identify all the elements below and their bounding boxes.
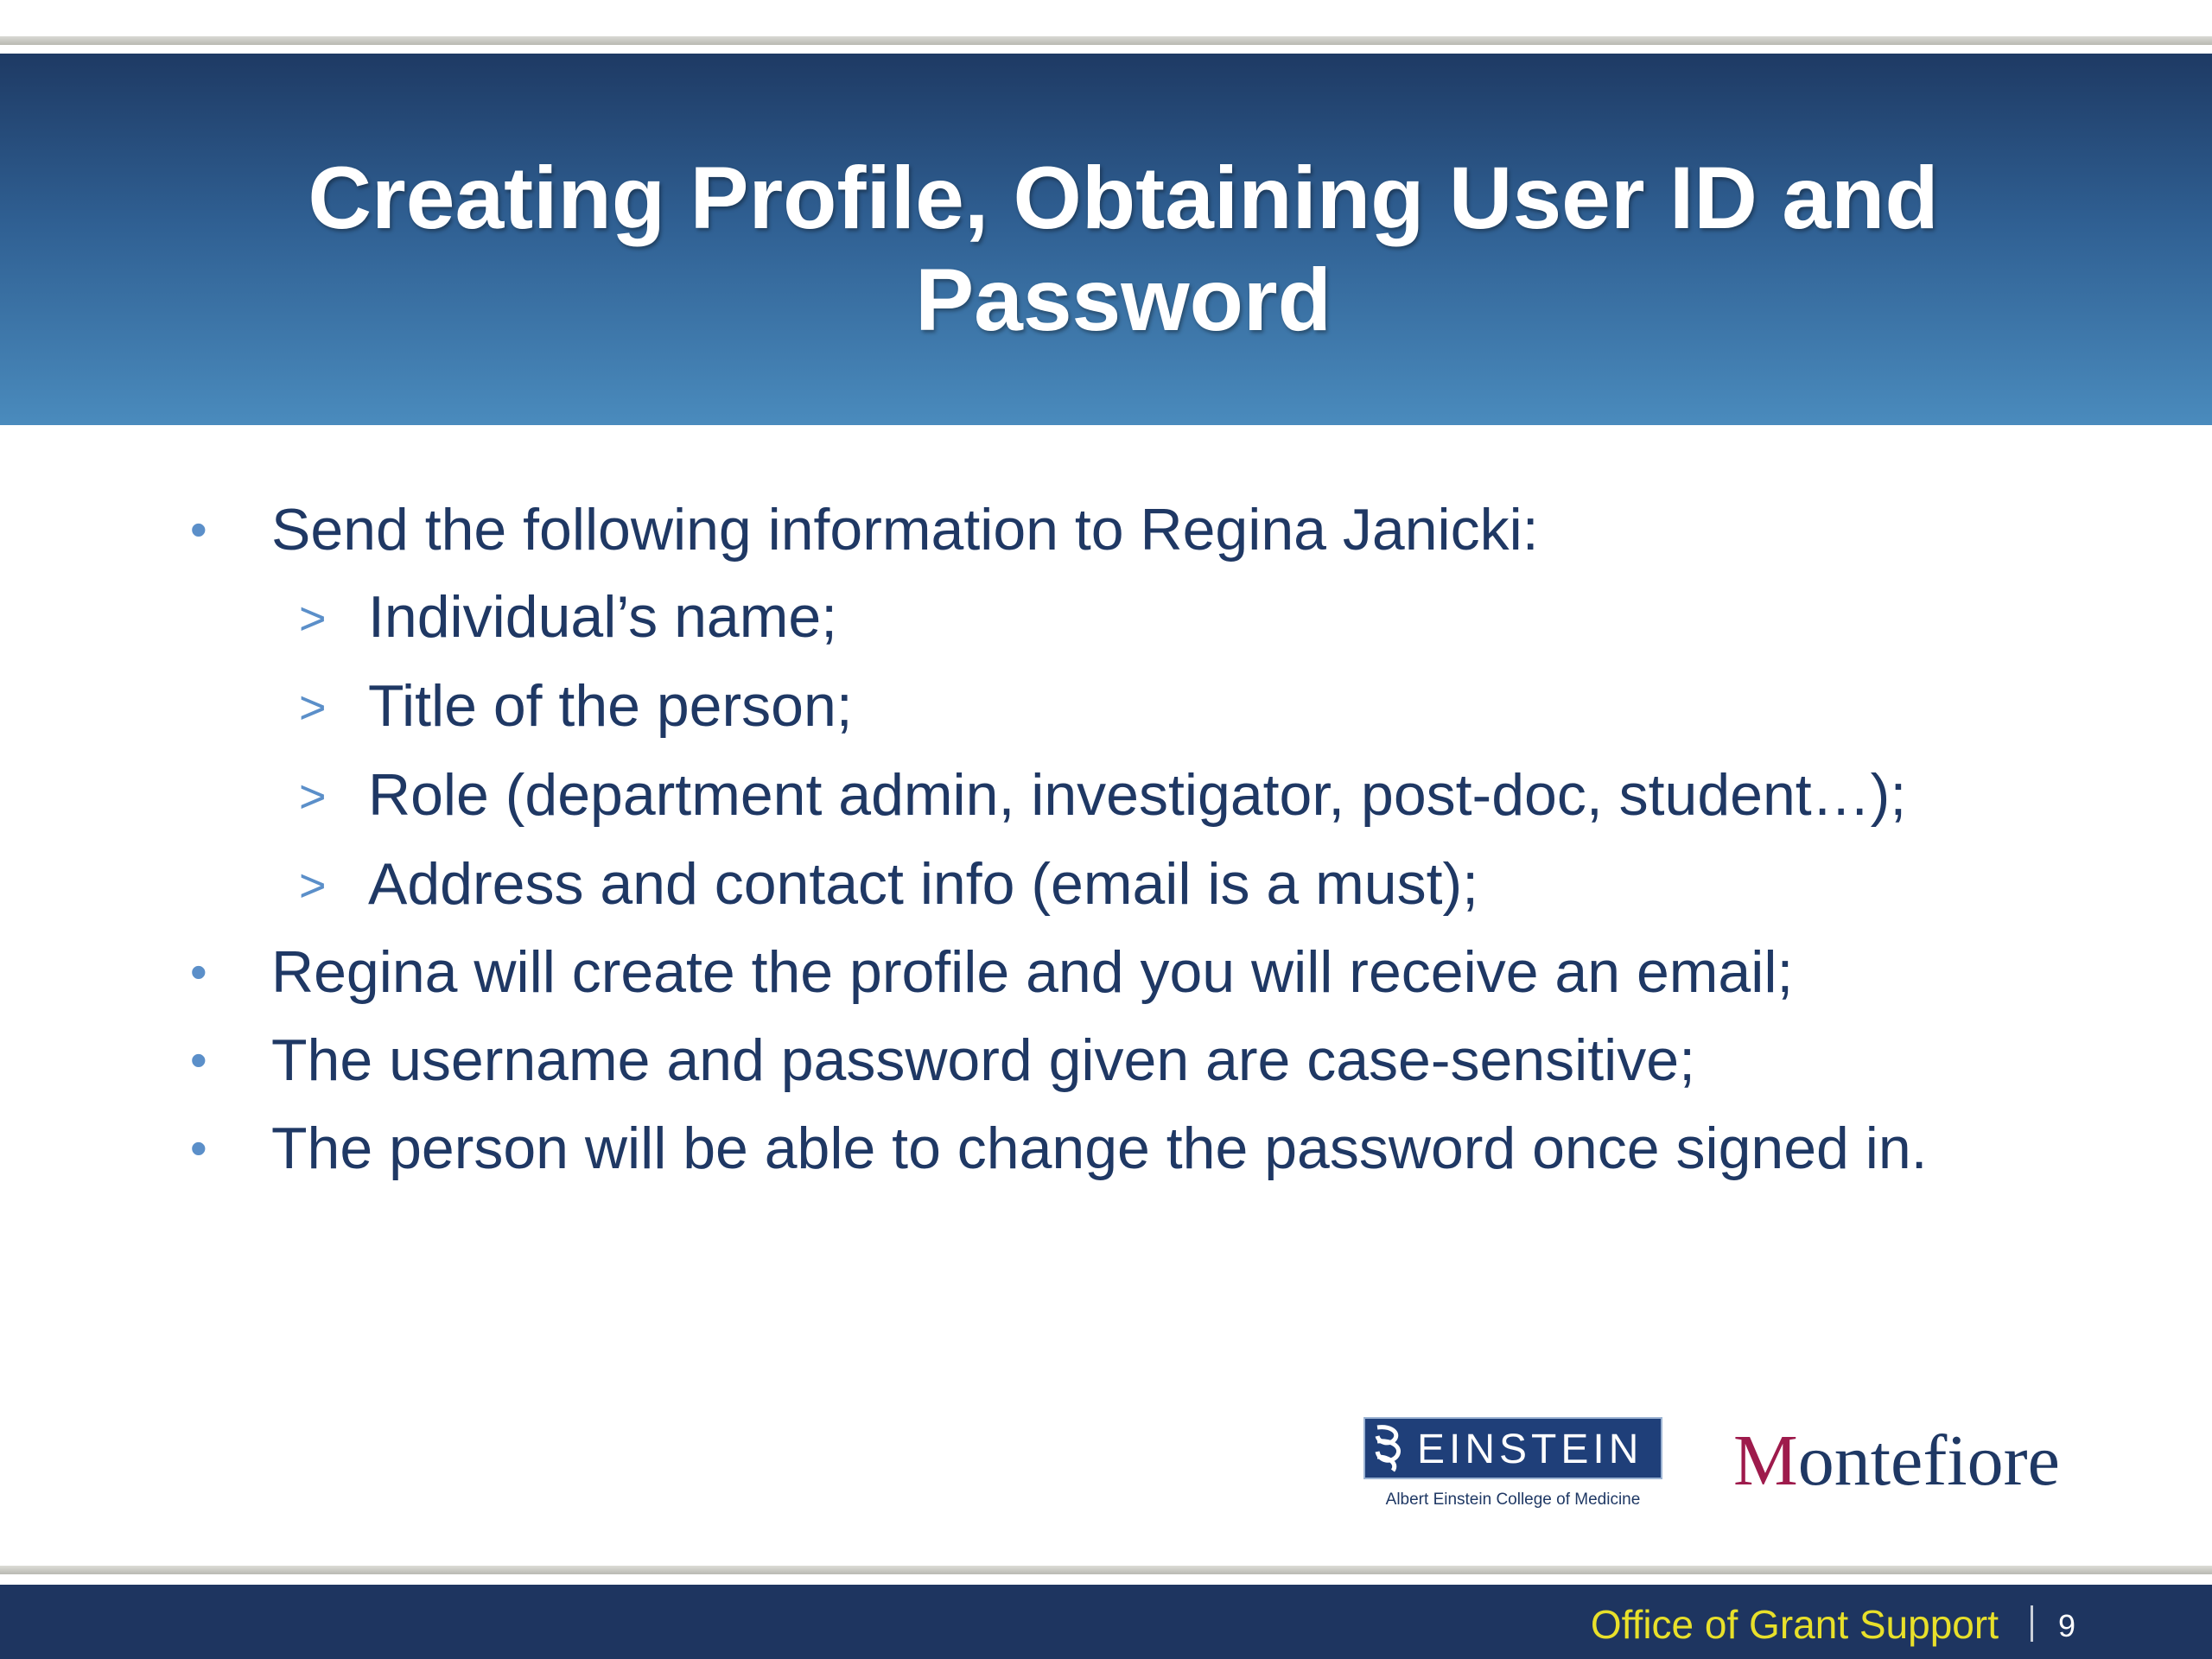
list-item: Regina will create the profile and you will receive an email; [271, 939, 1794, 1005]
list-item: Send the following information to Regina Janicki: [271, 497, 1539, 563]
sub-bullet-chevron: > [299, 771, 327, 823]
einstein-logo [1363, 1417, 1662, 1479]
footer-rule [0, 1566, 2212, 1574]
sub-bullet-chevron: > [299, 682, 327, 734]
sub-list-item: Address and contact info (email is a must); [368, 851, 1478, 917]
bullet-dot: • [190, 1033, 207, 1087]
sub-bullet-chevron: > [299, 593, 327, 645]
slide-title-line-2: Password [915, 251, 1332, 349]
slide-title [138, 147, 2108, 351]
montefiore-initial: M [1733, 1421, 1798, 1501]
bullet-dot: • [190, 944, 207, 999]
partner-logos [1363, 1417, 2089, 1521]
footer-label: Office of Grant Support [1590, 1602, 1999, 1647]
montefiore-logo [1733, 1422, 2060, 1500]
sub-list-item: Role (department admin, investigator, post-doc, student…); [368, 762, 1907, 828]
montefiore-wordmark: ontefiore [1797, 1421, 2060, 1501]
einstein-emblem-icon [1372, 1422, 1412, 1476]
list-item: The username and password given are case-sensitive; [271, 1027, 1695, 1093]
einstein-subtitle: Albert Einstein College of Medicine [1385, 1491, 1641, 1509]
sub-list-item: Title of the person; [368, 673, 853, 739]
top-rule [0, 36, 2212, 45]
footer-divider [2031, 1605, 2033, 1642]
slide-title-line-1: Creating Profile, Obtaining User ID and [308, 149, 1939, 247]
einstein-wordmark: EINSTEIN [1417, 1427, 1643, 1472]
bullet-dot: • [190, 502, 207, 556]
sub-list-item: Individual’s name; [368, 584, 838, 650]
sub-bullet-chevron: > [299, 860, 327, 912]
bullet-dot: • [190, 1121, 207, 1175]
page-number: 9 [2058, 1608, 2076, 1643]
footer-bar [0, 1585, 2212, 1659]
list-item: The person will be able to change the password once signed in. [271, 1116, 1928, 1181]
